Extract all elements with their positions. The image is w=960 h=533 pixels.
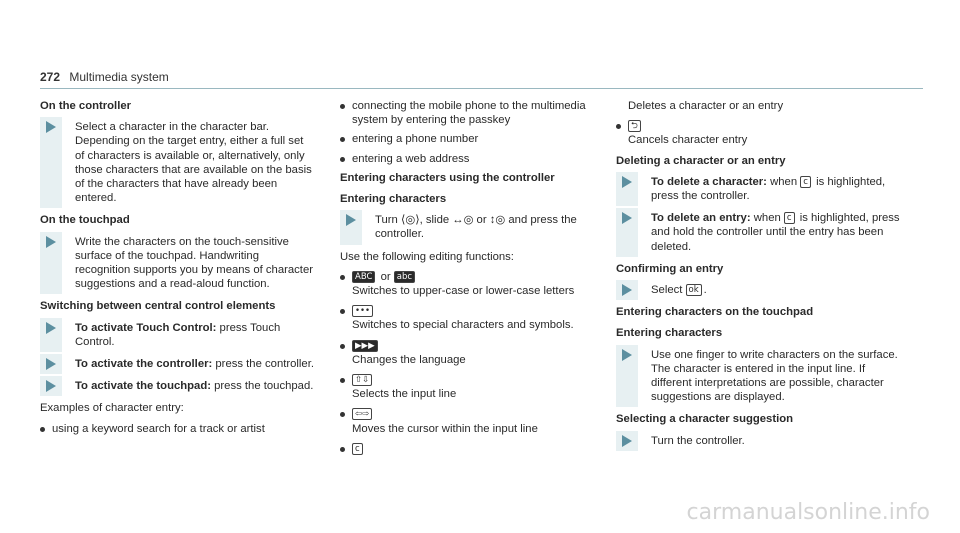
heading-confirming: Confirming an entry [616, 262, 724, 275]
delete-icon: c [784, 212, 795, 224]
step-arrow-icon [622, 435, 632, 447]
bullet-icon [340, 275, 345, 280]
function-language: ▶▶▶ Changes the language [340, 339, 610, 367]
column-middle [340, 99, 610, 462]
column-right [616, 99, 906, 456]
more-icon: ••• [352, 305, 373, 317]
bullet-icon [340, 137, 345, 142]
heading-deleting: Deleting a character or an entry [616, 154, 786, 167]
function-back: ⮌ Cancels character entry [616, 119, 906, 147]
step-arrow-icon [622, 212, 632, 224]
back-icon: ⮌ [628, 120, 641, 132]
delete-icon: c [352, 443, 363, 455]
heading-entering-using-controller: Entering characters using the controller [340, 171, 555, 184]
step-controller: Select a character in the character bar. Depending on the target entry, either a full set of characters is available or, alternatively, only those characters that are available on the basis of the characters that have already been entered. [40, 120, 315, 205]
function-delete [340, 442, 610, 456]
bullet-icon [340, 344, 345, 349]
heading-on-controller: On the controller [40, 100, 132, 112]
step-arrow-icon [46, 380, 56, 392]
step-delete-entry: To delete an entry: when c is highlighted, press and hold the controller until the entry has been deleted. [616, 211, 906, 254]
heading-selecting-suggestion: Selecting a character suggestion [616, 413, 794, 426]
column-left [40, 99, 315, 441]
up-down-arrow-icon: ⇧⇩ [352, 374, 372, 386]
step-arrow-icon [622, 349, 632, 361]
function-cursor: ⇦⇨ Moves the cursor within the input line [340, 407, 610, 435]
heading-on-touchpad: On the touchpad [40, 214, 130, 227]
step-activate-touchpad: To activate the touchpad: press the touchpad. [40, 379, 315, 393]
step-activate-controller: To activate the controller: press the controller. [40, 357, 315, 371]
page-number: 272 [40, 70, 61, 84]
list-item: entering a phone number [340, 132, 610, 146]
left-right-arrow-icon: ⇦⇨ [352, 408, 372, 420]
examples-intro: Examples of character entry: [40, 402, 184, 415]
step-turn-controller: Turn ⟨◎⟩, slide ↔◎ or ↕◎ and press the controller. [340, 213, 610, 241]
bullet-icon [340, 104, 345, 109]
header-divider [40, 88, 923, 89]
editing-intro: Use the following editing functions: [340, 250, 514, 263]
ok-icon: ok [686, 284, 702, 296]
watermark: carmanualsonline.info [686, 500, 930, 525]
bullet-icon [340, 309, 345, 314]
step-activate-touch-control: To activate Touch Control: press Touch Control. [40, 321, 315, 349]
step-confirm: Select ok . [616, 283, 906, 297]
bullet-icon [40, 427, 45, 432]
uppercase-icon: ABC [352, 271, 375, 283]
step-arrow-icon [622, 284, 632, 296]
heading-entering-characters: Entering characters [340, 193, 447, 206]
step-arrow-icon [46, 121, 56, 133]
section-title: Multimedia system [69, 70, 169, 84]
delete-description: Deletes a character or an entry [628, 100, 784, 112]
lowercase-icon: abc [394, 271, 415, 283]
heading-switching: Switching between central control elements [40, 300, 276, 313]
step-arrow-icon [46, 358, 56, 370]
function-input-line: ⇧⇩ Selects the input line [340, 373, 610, 401]
page-header [40, 70, 169, 84]
heading-touchpad-entry: Entering characters on the touchpad [616, 306, 814, 319]
step-delete-character: To delete a character: when c is highlighted, press the controller. [616, 175, 906, 203]
delete-icon: c [800, 176, 811, 188]
list-item: using a keyword search for a track or artist [40, 422, 315, 436]
function-case-toggle: ABC or abc Switches to upper-case or lower-case letters [340, 270, 610, 298]
bullet-icon [340, 378, 345, 383]
step-arrow-icon [622, 176, 632, 188]
bullet-icon [340, 412, 345, 417]
bullet-icon [616, 124, 621, 129]
step-touchpad: Write the characters on the touch-sensitive surface of the touchpad. Handwriting recognition supports you by means of character suggestions and a read-aloud function. [40, 235, 315, 292]
language-icon: ▶▶▶ [352, 340, 378, 352]
step-arrow-icon [346, 214, 356, 226]
bullet-icon [340, 447, 345, 452]
step-turn-controller: Turn the controller. [616, 434, 906, 448]
bullet-icon [340, 157, 345, 162]
list-item: entering a web address [340, 152, 610, 166]
step-arrow-icon [46, 322, 56, 334]
heading-entering-characters-touchpad: Entering characters [616, 327, 723, 340]
function-special-chars: ••• Switches to special characters and symbols. [340, 304, 610, 332]
step-arrow-icon [46, 236, 56, 248]
list-item: connecting the mobile phone to the multimedia system by entering the passkey [340, 99, 610, 127]
step-write-characters: Use one finger to write characters on the surface. The character is entered in the input line. If different interpretations are possible, character suggestions are displayed. [616, 348, 906, 405]
